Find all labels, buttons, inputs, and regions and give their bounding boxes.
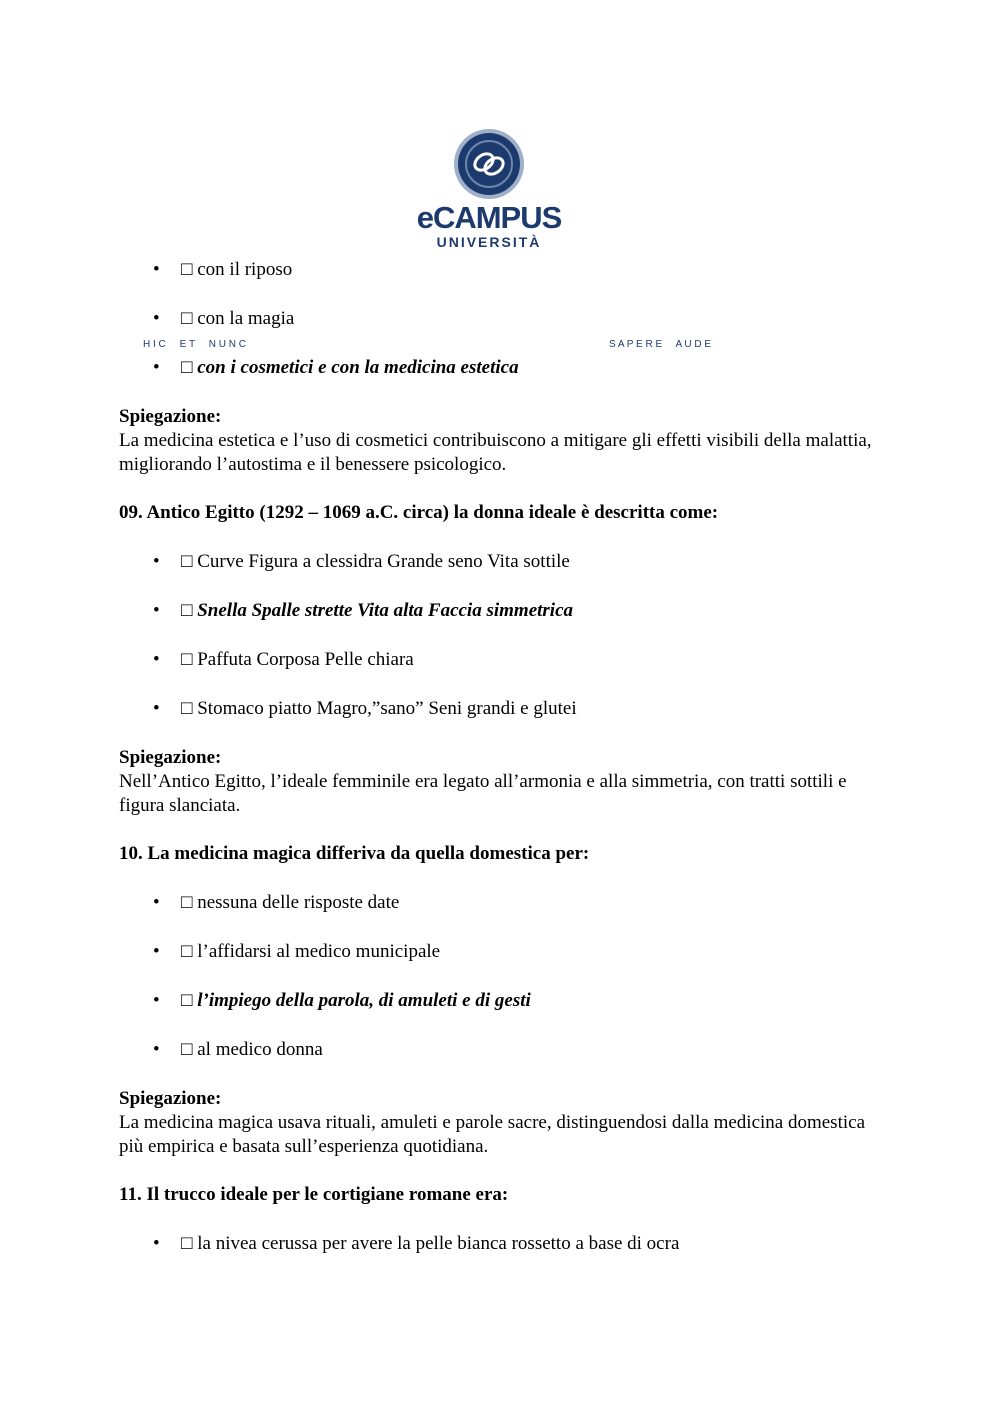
option-text: l’affidarsi al medico municipale — [197, 941, 441, 962]
bullet-icon: • — [153, 892, 160, 913]
list-item — [119, 307, 889, 331]
options-list — [119, 258, 889, 380]
motto-left: H I C E T N U N C — [143, 339, 246, 350]
list-item — [119, 940, 889, 964]
list-item — [119, 891, 889, 915]
option-text: Stomaco piatto Magro,”sano” Seni grandi e glutei — [197, 698, 577, 719]
explanation-text: Nell’Antico Egitto, l’ideale femminile era legato all’armonia e alla simmetria, con tratti sottili e figura slanciata. — [119, 771, 847, 816]
options-list — [119, 891, 889, 1062]
bullet-icon: • — [153, 1233, 160, 1254]
checkbox-icon: □ — [181, 600, 193, 621]
checkbox-icon: □ — [181, 892, 193, 913]
explanation-title: Spiegazione: — [119, 406, 222, 427]
bullet-icon: • — [153, 941, 160, 962]
checkbox-icon: □ — [181, 698, 193, 719]
checkbox-icon: □ — [181, 551, 193, 572]
bullet-icon: • — [153, 600, 160, 621]
question-title: 09. Antico Egitto (1292 – 1069 a.C. circa) la donna ideale è descritta come: — [119, 502, 719, 523]
list-item — [119, 599, 889, 623]
checkbox-icon: □ — [181, 649, 193, 670]
explanation-text: La medicina estetica e l’uso di cosmetici contribuiscono a mitigare gli effetti visibili della malattia, migliorando l’autostima e il benessere psicologico. — [119, 430, 872, 475]
list-item — [119, 1232, 889, 1256]
svg-text:eCAMPUS: eCAMPUS — [416, 200, 562, 235]
list-item — [119, 550, 889, 574]
document-body — [119, 258, 889, 1281]
svg-text:UNIVERSITÀ: UNIVERSITÀ — [436, 234, 542, 250]
option-text: nessuna delle risposte date — [197, 892, 400, 913]
bullet-icon: • — [153, 1039, 160, 1060]
list-item — [119, 1038, 889, 1062]
options-list — [119, 1232, 889, 1256]
explanation-title: Spiegazione: — [119, 1088, 222, 1109]
motto-right: S A P E R E A U D E — [609, 339, 712, 350]
bullet-icon: • — [153, 990, 160, 1011]
question-title: 11. Il trucco ideale per le cortigiane romane era: — [119, 1184, 509, 1205]
option-text-correct: con i cosmetici e con la medicina estetica — [197, 357, 519, 378]
question-title: 10. La medicina magica differiva da quella domestica per: — [119, 843, 590, 864]
checkbox-icon: □ — [181, 1233, 193, 1254]
list-item — [119, 258, 889, 282]
options-list — [119, 550, 889, 721]
option-text-correct: Snella Spalle strette Vita alta Faccia simmetrica — [197, 600, 574, 621]
checkbox-icon: □ — [181, 259, 193, 280]
option-text-correct: l’impiego della parola, di amuleti e di gesti — [197, 990, 531, 1011]
checkbox-icon: □ — [181, 990, 193, 1011]
checkbox-icon: □ — [181, 941, 193, 962]
option-text: con il riposo — [197, 259, 293, 280]
explanation-text: La medicina magica usava rituali, amuleti e parole sacre, distinguendosi dalla medicina domestica più empirica e basata sull’esperienza quotidiana. — [119, 1112, 866, 1157]
option-text: la nivea cerussa per avere la pelle bianca rossetto a base di ocra — [197, 1233, 680, 1254]
option-text: Paffuta Corposa Pelle chiara — [197, 649, 414, 670]
option-text: al medico donna — [197, 1039, 323, 1060]
bullet-icon: • — [153, 551, 160, 572]
list-item — [119, 989, 889, 1013]
list-item — [119, 356, 889, 380]
checkbox-icon: □ — [181, 308, 193, 329]
bullet-icon: • — [153, 649, 160, 670]
bullet-icon: • — [153, 308, 160, 329]
checkbox-icon: □ — [181, 1039, 193, 1060]
ecampus-logo — [400, 128, 580, 253]
option-text: Curve Figura a clessidra Grande seno Vita sottile — [197, 551, 570, 572]
option-text: con la magia — [197, 308, 295, 329]
list-item — [119, 697, 889, 721]
list-item — [119, 648, 889, 672]
checkbox-icon: □ — [181, 357, 193, 378]
bullet-icon: • — [153, 357, 160, 378]
bullet-icon: • — [153, 698, 160, 719]
explanation-title: Spiegazione: — [119, 747, 222, 768]
bullet-icon: • — [153, 259, 160, 280]
